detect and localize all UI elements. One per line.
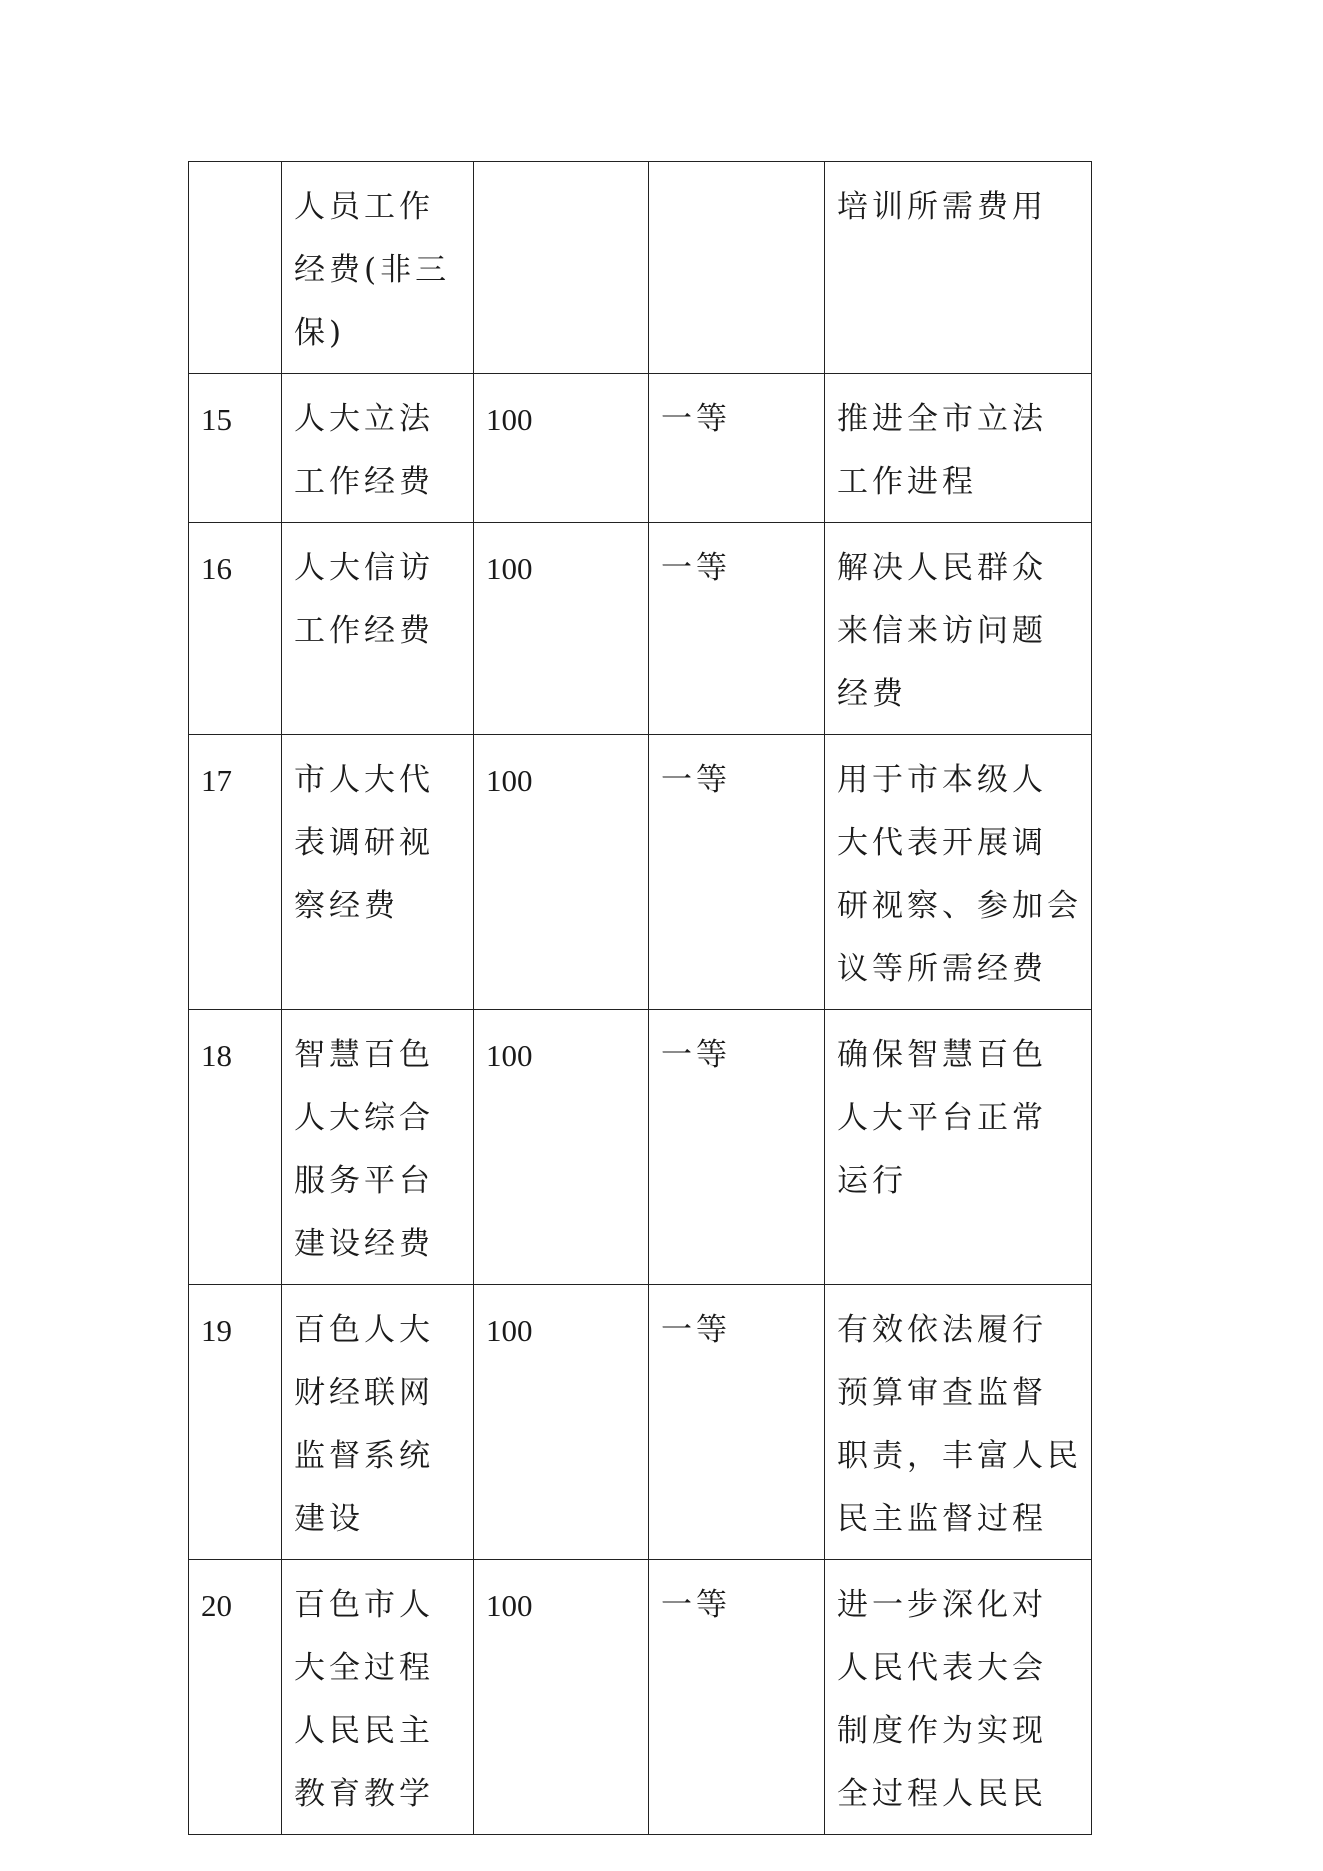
- project-name: [282, 374, 474, 523]
- project-name-line: 经费(非三: [294, 252, 451, 288]
- description-line: 大代表开展调: [837, 825, 1047, 861]
- project-description: [825, 523, 1092, 735]
- priority-grade: [649, 162, 825, 374]
- row-number: 19: [189, 1285, 282, 1560]
- table-row: [189, 1560, 1092, 1835]
- row-number: 15: [189, 374, 282, 523]
- project-description: [825, 374, 1092, 523]
- budget-project-table: [188, 161, 1092, 1835]
- description-line: 解决人民群众: [837, 550, 1047, 586]
- row-number: 16: [189, 523, 282, 735]
- project-name-line: 监督系统: [294, 1438, 434, 1474]
- project-description: [825, 1560, 1092, 1835]
- row-number: [189, 162, 282, 374]
- description-line: 来信来访问题: [837, 613, 1047, 649]
- project-name-line: 百色市人: [294, 1587, 434, 1623]
- amount: 100: [474, 735, 649, 1010]
- project-description: [825, 162, 1092, 374]
- project-name-line: 教育教学: [294, 1776, 434, 1812]
- description-line: 推进全市立法: [837, 401, 1047, 437]
- project-name-line: 建设: [294, 1501, 364, 1537]
- project-name-line: 表调研视: [294, 825, 434, 861]
- amount: 100: [474, 1010, 649, 1285]
- description-line: 培训所需费用: [837, 189, 1047, 225]
- project-name: [282, 1285, 474, 1560]
- project-name-line: 大全过程: [294, 1650, 434, 1686]
- project-name-line: 智慧百色: [294, 1037, 434, 1073]
- description-line: 工作进程: [837, 464, 977, 500]
- project-name-line: 保): [294, 315, 346, 351]
- description-line: 人民代表大会: [837, 1650, 1047, 1686]
- priority-grade: 一等: [649, 374, 825, 523]
- project-name-line: 建设经费: [294, 1226, 434, 1262]
- description-line: 有效依法履行: [837, 1312, 1047, 1348]
- project-description: [825, 1285, 1092, 1560]
- project-description: [825, 735, 1092, 1010]
- project-name-line: 工作经费: [294, 464, 434, 500]
- description-line: 制度作为实现: [837, 1713, 1047, 1749]
- project-name-line: 服务平台: [294, 1163, 434, 1199]
- project-name: [282, 1010, 474, 1285]
- priority-grade: 一等: [649, 1285, 825, 1560]
- project-name-line: 工作经费: [294, 613, 434, 649]
- project-name-line: 人民民主: [294, 1713, 434, 1749]
- project-name: [282, 162, 474, 374]
- project-name-line: 财经联网: [294, 1375, 434, 1411]
- amount: 100: [474, 523, 649, 735]
- table-row: [189, 1010, 1092, 1285]
- project-name-line: 人大信访: [294, 550, 434, 586]
- project-name: [282, 523, 474, 735]
- priority-grade: 一等: [649, 523, 825, 735]
- priority-grade: 一等: [649, 735, 825, 1010]
- amount: 100: [474, 374, 649, 523]
- table-row: [189, 374, 1092, 523]
- project-name-line: 百色人大: [294, 1312, 434, 1348]
- description-line: 职责，丰富人民: [837, 1438, 1082, 1474]
- description-line: 用于市本级人: [837, 762, 1047, 798]
- row-number: 20: [189, 1560, 282, 1835]
- project-name-line: 人大立法: [294, 401, 434, 437]
- project-name: [282, 1560, 474, 1835]
- description-line: 全过程人民民: [837, 1776, 1047, 1812]
- description-line: 进一步深化对: [837, 1587, 1047, 1623]
- description-line: 预算审查监督: [837, 1375, 1047, 1411]
- amount: 100: [474, 1285, 649, 1560]
- row-number: 17: [189, 735, 282, 1010]
- priority-grade: 一等: [649, 1560, 825, 1835]
- table-row: [189, 1285, 1092, 1560]
- description-line: 民主监督过程: [837, 1501, 1047, 1537]
- amount: 100: [474, 1560, 649, 1835]
- project-description: [825, 1010, 1092, 1285]
- priority-grade: 一等: [649, 1010, 825, 1285]
- project-name-line: 人大综合: [294, 1100, 434, 1136]
- description-line: 人大平台正常: [837, 1100, 1047, 1136]
- amount: [474, 162, 649, 374]
- description-line: 议等所需经费: [837, 951, 1047, 987]
- table-row: [189, 735, 1092, 1010]
- description-line: 经费: [837, 676, 907, 712]
- table-row: [189, 523, 1092, 735]
- table-row: [189, 162, 1092, 374]
- description-line: 运行: [837, 1163, 907, 1199]
- row-number: 18: [189, 1010, 282, 1285]
- description-line: 确保智慧百色: [837, 1037, 1047, 1073]
- description-line: 研视察、参加会: [837, 888, 1082, 924]
- project-name-line: 市人大代: [294, 762, 434, 798]
- project-name-line: 察经费: [294, 888, 399, 924]
- project-name-line: 人员工作: [294, 189, 434, 225]
- project-name: [282, 735, 474, 1010]
